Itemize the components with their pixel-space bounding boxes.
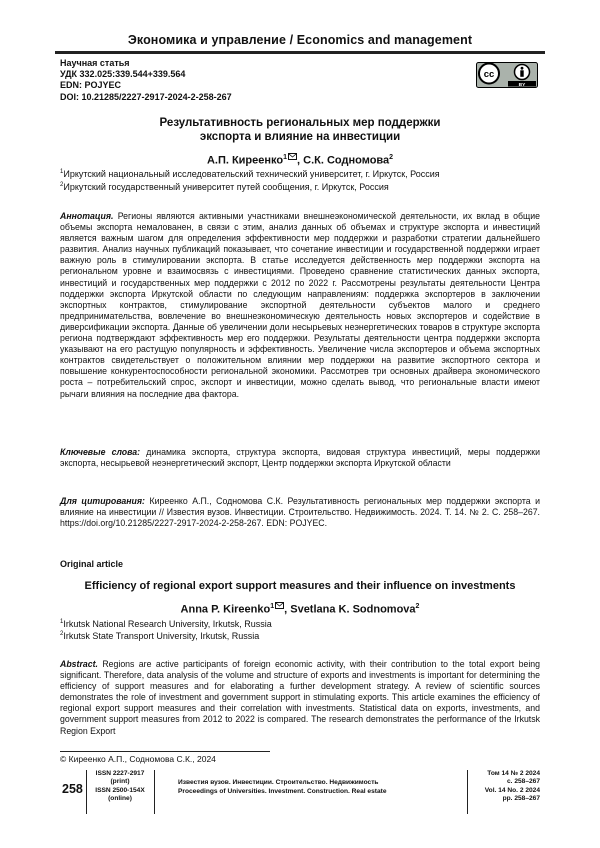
volume-ru: Том 14 № 2 2024: [487, 770, 540, 777]
issn-print: ISSN 2227-2917: [95, 770, 145, 777]
ru-affiliation-1: [60, 167, 540, 181]
en-affil-1-sup: 1: [60, 619, 64, 625]
doi: DOI: 10.21285/2227-2917-2024-2-258-267: [60, 91, 232, 102]
copyright: © Киреенко А.П., Содномова С.К., 2024: [60, 754, 216, 764]
mail-icon[interactable]: [275, 602, 284, 609]
udc: УДК 332.025:339.544+339.564: [60, 69, 186, 80]
ru-abstract-label: Аннотация.: [60, 211, 114, 221]
footer-divider: [86, 770, 87, 814]
en-title: Efficiency of regional export support measures and their influence on investments: [84, 580, 516, 592]
mail-icon[interactable]: [288, 153, 297, 160]
page-footer: [60, 770, 540, 814]
en-abstract-text: Regions are active participants of foreign economic activity, with their contribution to the total export being significant. Therefore, data analysis of the volume and structure of exports and investments is important for determining the efficiency of support measures and for elaborating a further development strategy. A review of scientific sources demonstrates the role of investment and government support in stimulating exports. This article examines the efficiency of regional export support measures and their correlation with investments. Statistical data on exports, investments, and government support measures from 2012 to 2022 is compared. The research demonstrates the performance of the Irkutsk Region Export: [60, 659, 540, 736]
en-author-1: Anna P. Kireenko: [180, 603, 271, 616]
pages-en: pp. 258–267: [502, 795, 540, 803]
ru-affiliation-2: [60, 180, 540, 194]
footer-journal-names: [178, 779, 387, 797]
ru-abstract: [60, 211, 540, 400]
ru-author-2-sup: 2: [389, 154, 394, 161]
ru-keywords: [60, 447, 540, 469]
attribution-icon: [515, 65, 530, 80]
en-affiliation-2: [60, 629, 540, 643]
journal-header: Экономика и управление / Economics and management: [127, 33, 473, 47]
en-affil-2-sup: 2: [60, 631, 64, 637]
ru-keywords-label: Ключевые слова:: [60, 447, 141, 457]
ru-affil-1-sup: 1: [60, 169, 64, 175]
issn-block: [90, 770, 150, 804]
footer-journal-ru: Известия вузов. Инвестиции. Строительство. Недвижимость: [178, 779, 379, 786]
footer-journal-en: Proceedings of Universities. Investment. Construction. Real estate: [178, 787, 387, 795]
ru-keywords-text: динамика экспорта, структура экспорта, видовая структура инвестиций, меры поддержки экспорта, несырьевой неэнергетический экспорт, Центр поддержки экспорта Иркутской области: [60, 447, 540, 469]
ru-abstract-text: Регионы являются активными участниками внешнеэкономической деятельности, их вклад в общие объемы экспорта немалованен, в связи с этим, анализ данных об объемах и структуре экспорта и инвестиций является важным шагом для определения эффективности мер поддержки и разработки стратегии дальнейшего развития. Анализ научных публикаций показывает, что сочетание инвестиции и государственной поддержки играет важную роль в стимулировании экспорта. В статье исследуется действенность мер поддержки экспорта на региональном уровне и взаимосвязь с инвестициями. Проведено сравнение статистических данных экспорта, инвестиций и государственных мер поддержки с 2012 по 2022 г. Рассмотрены результаты деятельности Центра поддержки экспорта Иркутской области по следующим направлениям: поддержка экспортеров в заключении экспортных контрактов, стимулирование экспортной деятельности субъектов малого и среднего предпринимательства, вовлечение во внешнеэкономическую деятельность новых экспортеров и содействие в диверсификации экспорта. Данные об увеличении доли несырьевых неэнергетических товаров в структуре экспорта региона подтверждают эффективность мер его поддержки. Результаты деятельности центра поддержки экспорта указывают на его растущую популярность и эффективность. Увеличение числа экспортеров и объема экспортных контрактов свидетельствует о положительном влиянии мер поддержки на развитие экспортного сектора и повышение конкурентоспособности региональной экономики. Рассмотрев три основных драйвера экономического роста – потребительский спрос, экспорт и инвестиции, можно сделать вывод, что региональные власти имеют рычаги влияния на последние два фактора.: [60, 211, 540, 399]
issn-print-note: (print): [110, 778, 130, 786]
svg-text:cc: cc: [483, 69, 495, 80]
volume-en: Vol. 14 No. 2 2024: [484, 786, 540, 794]
issn-online: ISSN 2500-154X: [95, 786, 145, 794]
en-abstract: [60, 659, 540, 737]
cc-by-license-badge[interactable]: [476, 62, 538, 88]
footer-divider: [154, 770, 155, 814]
pages-ru: с. 258–267: [506, 778, 540, 786]
en-author-2: Svetlana K. Sodnomova: [290, 603, 416, 616]
en-article-type: Original article: [60, 559, 124, 569]
license-badge-text: BY: [518, 83, 526, 88]
page-number: 258: [62, 782, 83, 796]
ru-authors: [60, 154, 540, 167]
ru-author-1: А.П. Киреенко: [206, 154, 284, 167]
issn-online-note: (online): [108, 795, 132, 803]
en-affil-1-text: Irkutsk National Research University, Irkutsk, Russia: [63, 619, 272, 629]
ru-affil-2-text: Иркутский государственный университет путей сообщения, г. Иркутск, Россия: [63, 182, 389, 192]
article-meta: [60, 58, 232, 103]
en-authors: [60, 603, 540, 616]
ru-author-2: С.К. Содномова: [303, 154, 390, 167]
author-separator: ,: [284, 603, 291, 616]
en-author-2-sup: 2: [415, 603, 420, 610]
ru-affil-1-text: Иркутский национальный исследовательский технический университет, г. Иркутск, Россия: [63, 169, 440, 179]
header-rule: [55, 51, 545, 54]
ru-affil-2-sup: 2: [60, 182, 64, 188]
ru-author-1-sup: 1: [283, 154, 288, 161]
ru-citation-label: Для цитирования:: [60, 496, 145, 506]
cc-icon: [479, 64, 499, 84]
edn: EDN: POJYEC: [60, 80, 122, 91]
ru-citation-text: Киреенко А.П., Содномова С.К. Результативность региональных мер поддержки экспорта и влияние на инвестиции // Известия вузов. Инвестиции. Строительство. Недвижимость. 2024. Т. 14. № 2. С. 258–267. https://doi.org/10.21285/2227-2917-2024-2-258-267. EDN: POJYEC.: [60, 496, 541, 529]
en-abstract-label: Abstract.: [60, 659, 98, 669]
article-type: Научная статья: [60, 58, 130, 68]
footer-divider: [467, 770, 468, 814]
ru-title-line1: Результативность региональных мер поддержки: [159, 117, 441, 129]
ru-title-line2: экспорта и влияние на инвестиции: [199, 131, 401, 143]
en-author-1-sup: 1: [270, 603, 275, 610]
en-affil-2-text: Irkutsk State Transport University, Irkutsk, Russia: [63, 631, 260, 641]
footnote-rule: [60, 751, 270, 752]
volume-block: [474, 770, 540, 804]
ru-citation: [60, 496, 540, 529]
ru-title: [60, 116, 540, 144]
author-separator: ,: [297, 154, 304, 167]
